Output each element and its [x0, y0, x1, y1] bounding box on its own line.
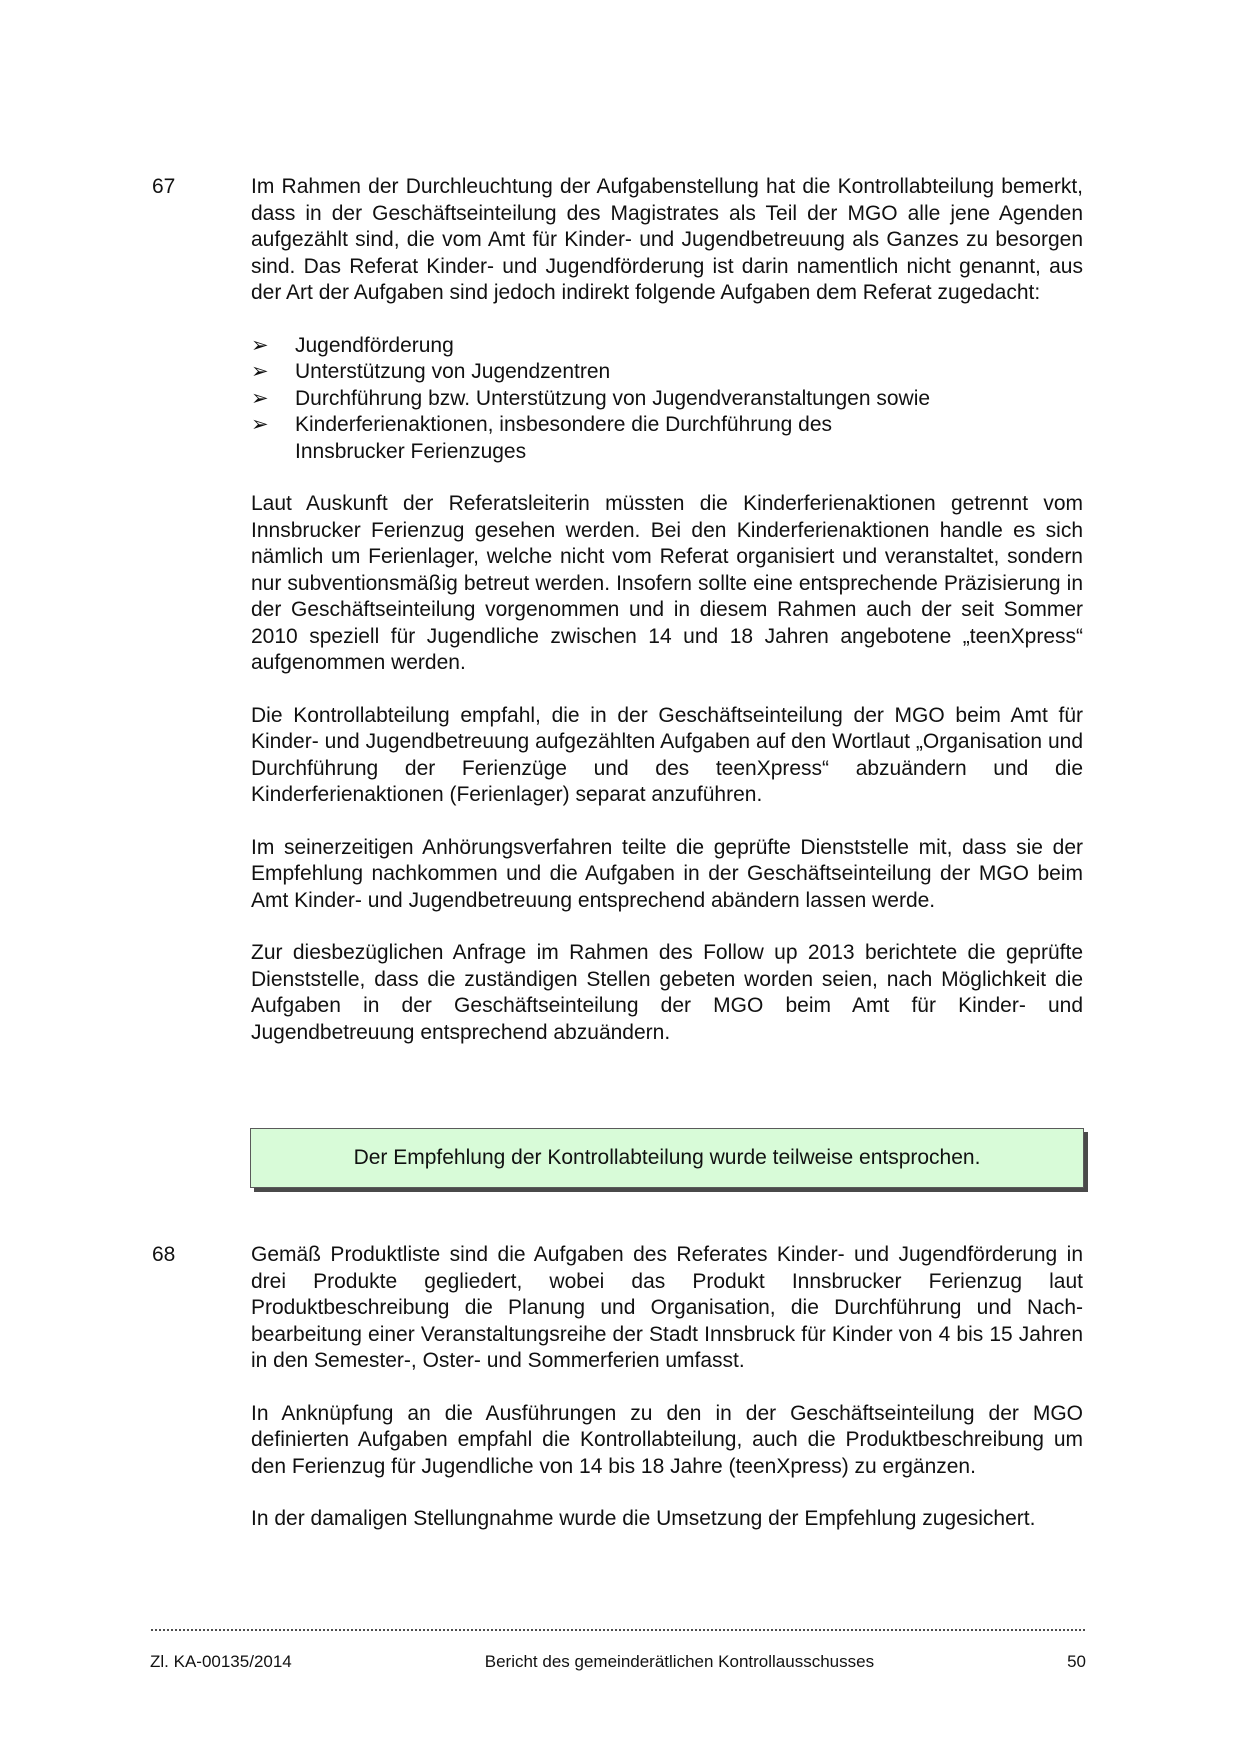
- arrow-bullet-icon: ➢: [251, 333, 269, 357]
- paragraph: Gemäß Produktliste sind die Aufgaben des Referates Kinder- und Jugendförderung in drei Produkte gegliedert, wobei das Produkt Innsbrucker Ferienzug laut Produktbeschreibung die Planung und Organisation, die Durchführung und Nachbearbeitung einer Veranstaltungsreihe der Stadt Innsbruck für Kinder von 4 bis 15 Jahren in den Semester-, Oster- und Sommerferien umfasst.: [251, 1243, 1083, 1372]
- paragraph: Die Kontrollabteilung empfahl, die in der Geschäftseinteilung der MGO beim Amt für Kinder- und Jugendbetreuung aufgezählten Aufgaben auf den Wortlaut „Organisation und Durchführung der Ferienzüge und des teenXpress“ abzuändern und die Kinderferienaktionen (Ferienlager) separat anzuführen.: [251, 703, 1083, 806]
- footer-title: Bericht des gemeinderätlichen Kontrollausschusses: [484, 1652, 875, 1671]
- paragraph: Im seinerzeitigen Anhörungsverfahren teilte die geprüfte Dienststelle mit, dass sie der Empfehlung nachkommen und die Aufgaben in der Geschäftseinteilung der MGO beim Amt Kinder- und Jugendbetreuung entsprechend abändern lassen werde.: [251, 835, 1083, 912]
- section-body: [251, 1242, 1083, 1533]
- list-item-text: Unterstützung von Jugendzentren: [295, 360, 611, 383]
- page-footer: [150, 1652, 1086, 1672]
- list-item: [251, 412, 1083, 465]
- list-item: [251, 333, 1083, 360]
- page-number: 50: [1067, 1652, 1086, 1671]
- section-body: [251, 174, 1083, 1046]
- list-item-text: Durchführung bzw. Unterstützung von Jugendveranstaltungen sowie: [295, 386, 931, 410]
- arrow-bullet-icon: ➢: [251, 360, 269, 383]
- list-item: [251, 359, 1083, 386]
- footer-reference: Zl. KA-00135/2014: [150, 1652, 292, 1671]
- footer-divider: [150, 1628, 1086, 1632]
- paragraph: Zur diesbezüglichen Anfrage im Rahmen des Follow up 2013 berichtete die geprüfte Dienststelle, dass die zuständigen Stellen gebeten worden seien, nach Möglichkeit die Aufgaben in der Geschäftseinteilung der MGO beim Amt für Kinder- und Jugendbetreuung entsprechend abzuändern.: [251, 941, 1083, 1044]
- list-item-text: Kinderferienaktionen, insbesondere die Durchführung des Innsbrucker Ferienzuges: [295, 413, 833, 463]
- section-number: 67: [152, 175, 176, 198]
- list-item: [251, 386, 1083, 413]
- paragraph: In der damaligen Stellungnahme wurde die Umsetzung der Empfehlung zugesichert.: [251, 1507, 1036, 1530]
- conclusion-text: Der Empfehlung der Kontrollabteilung wurde teilweise entsprochen.: [353, 1146, 981, 1169]
- list-item-text: Jugendförderung: [295, 333, 454, 357]
- arrow-bullet-icon: ➢: [251, 413, 269, 436]
- paragraph: Im Rahmen der Durchleuchtung der Aufgabenstellung hat die Kontrollabteilung bemerkt, dass in der Geschäftseinteilung des Magistrates als Teil der MGO alle jene Agenden aufgezählt sind, die vom Amt für Kinder- und Jugendbetreuung als Ganzes zu besorgen sind. Das Referat Kinder- und Jugendförderung ist darin namentlich nicht genannt, aus der Art der Aufgaben sind jedoch indirekt folgende Aufgaben dem Referat zugedacht:: [251, 175, 1083, 304]
- paragraph: Laut Auskunft der Referatsleiterin müssten die Kinderferienaktionen getrennt vom Innsbrucker Ferienzug gesehen werden. Bei den Kinderferienaktionen handle es sich nämlich um Ferienlager, welche nicht vom Referat organisiert und veranstaltet, sondern nur subventionsmäßig betreut werden. Insofern sollte eine entsprechende Präzisierung in der Geschäftseinteilung vorgenommen und in diesem Rahmen auch der seit Sommer 2010 speziell für Jugendliche zwischen 14 und 18 Jahren angebotene „teenXpress“ aufgenommen werden.: [251, 492, 1083, 674]
- section-number: 68: [152, 1243, 176, 1266]
- bullet-list: [251, 333, 1083, 466]
- paragraph: In Anknüpfung an die Ausführungen zu den in der Geschäftseinteilung der MGO definierten Aufgaben empfahl die Kontrollabteilung, auch die Produktbeschreibung um den Ferienzug für Jugendliche von 14 bis 18 Jahre (teenXpress) zu ergänzen.: [251, 1401, 1083, 1478]
- arrow-bullet-icon: ➢: [251, 386, 269, 410]
- conclusion-box: [250, 1128, 1084, 1188]
